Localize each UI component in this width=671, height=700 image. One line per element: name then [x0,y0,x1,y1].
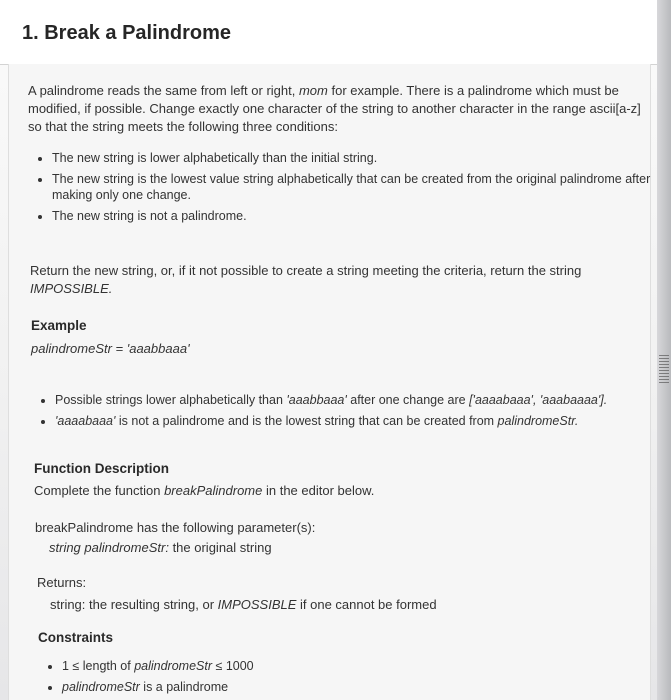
returns-heading: Returns: [37,575,87,590]
condition-item: • The new string is the lowest value string alphabetically that can be created from the original palindrome after making only one change. [52,171,657,203]
problem-statement[interactable] [8,64,651,700]
page-title: 1. Break a Palindrome [22,22,231,44]
constraints-list [42,658,562,700]
example-heading: Example [31,318,87,333]
panel-resize-handle[interactable] [657,0,671,700]
condition-item: • The new string is not a palindrome. [52,208,657,224]
condition-item: • The new string is lower alphabetically than the initial string. [52,150,657,166]
returns-text: string: the resulting string, or IMPOSSIBLE if one cannot be formed [50,597,437,612]
constraint-item: • 1 ≤ length of palindromeStr ≤ 1000 [62,658,562,674]
function-description-heading: Function Description [34,461,169,476]
drag-handle-icon [659,355,669,383]
example-item: • 'aaaabaaa' is not a palindrome and is the lowest string that can be created from palindromeStr. [55,413,645,429]
parameter-item: string palindromeStr: the original string [49,540,272,555]
example-list [35,392,645,434]
intro-paragraph: A palindrome reads the same from left or right, mom for example. There is a palindrome which must be modified, if possible. Change exactly one character of the string to another character in the range ascii[a-z] so that the string meets the following three conditions: [28,83,641,134]
constraint-item: • palindromeStr is a palindrome [62,679,562,695]
example-input: palindromeStr = 'aaabbaaa' [31,341,190,356]
parameters-intro: breakPalindrome has the following parameter(s): [35,520,316,535]
return-paragraph: Return the new string, or, if it not possible to create a string meeting the criteria, return the string IMPOSSIBLE. [30,263,582,296]
function-description-text: Complete the function breakPalindrome in the editor below. [34,483,375,498]
title-bar [0,0,657,65]
example-item: • Possible strings lower alphabetically than 'aaabbaaa' after one change are ['aaaabaaa', 'aaabaaaa']. [55,392,645,408]
constraints-heading: Constraints [38,630,114,645]
conditions-list [32,150,657,229]
